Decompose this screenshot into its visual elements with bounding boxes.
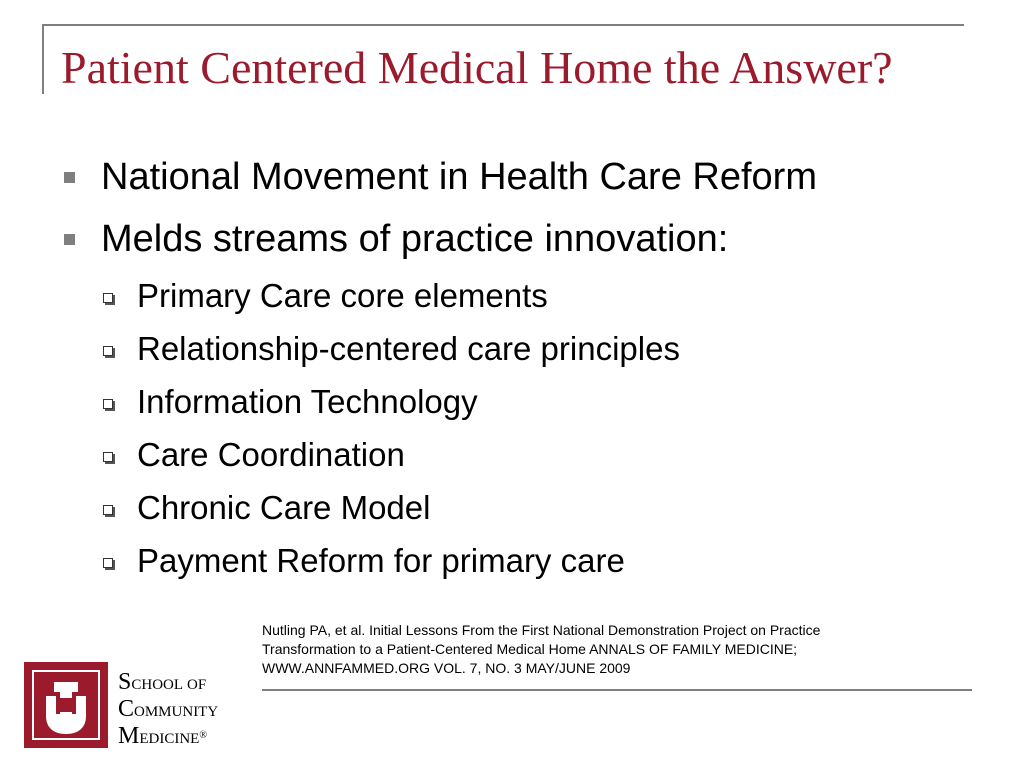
title-frame-top-rule xyxy=(42,24,964,26)
sub-bullet-text: Primary Care core elements xyxy=(137,277,548,314)
logo-letter: M xyxy=(118,723,140,749)
interlocking-ou-icon xyxy=(24,662,108,748)
sub-bullet-text: Payment Reform for primary care xyxy=(137,542,625,579)
checkbox-bullet-icon xyxy=(103,505,113,515)
citation-line: Transformation to a Patient-Centered Medical Home ANNALS OF FAMILY MEDICINE; xyxy=(262,641,798,657)
school-logo-wordmark xyxy=(118,670,218,751)
square-bullet-icon xyxy=(64,234,75,245)
logo-word: EDICINE xyxy=(139,731,200,747)
ou-logo-icon xyxy=(24,662,108,748)
checkbox-bullet-icon xyxy=(103,399,113,409)
logo-word: CHOOL xyxy=(131,677,184,693)
checkbox-bullet-icon xyxy=(103,452,113,462)
sub-bullet-text: Information Technology xyxy=(137,383,478,420)
checkbox-bullet-icon xyxy=(103,558,113,568)
bullet-text: Melds streams of practice innovation: xyxy=(101,218,729,260)
sub-bullet-text: Care Coordination xyxy=(137,436,405,473)
citation-line: Nutling PA, et al. Initial Lessons From the First National Demonstration Project on Practice xyxy=(262,622,821,638)
checkbox-bullet-icon xyxy=(103,293,113,303)
logo-letter: S xyxy=(118,669,132,695)
logo-word: OF xyxy=(187,677,207,693)
footer-rule xyxy=(262,689,972,691)
citation xyxy=(262,621,972,678)
logo-letter: C xyxy=(118,696,135,722)
logo-word: OMMUNITY xyxy=(134,704,219,720)
title-frame-left-rule xyxy=(42,24,44,94)
slide-title: Patient Centered Medical Home the Answer? xyxy=(61,42,893,93)
citation-line: WWW.ANNFAMMED.ORG VOL. 7, NO. 3 MAY/JUNE 2009 xyxy=(262,660,631,676)
sub-bullet-text: Chronic Care Model xyxy=(137,489,431,526)
sub-bullet-text: Relationship-centered care principles xyxy=(137,330,680,367)
checkbox-bullet-icon xyxy=(103,346,113,356)
square-bullet-icon xyxy=(64,172,75,183)
registered-mark: ® xyxy=(199,730,207,741)
bullet-text: National Movement in Health Care Reform xyxy=(101,156,817,198)
